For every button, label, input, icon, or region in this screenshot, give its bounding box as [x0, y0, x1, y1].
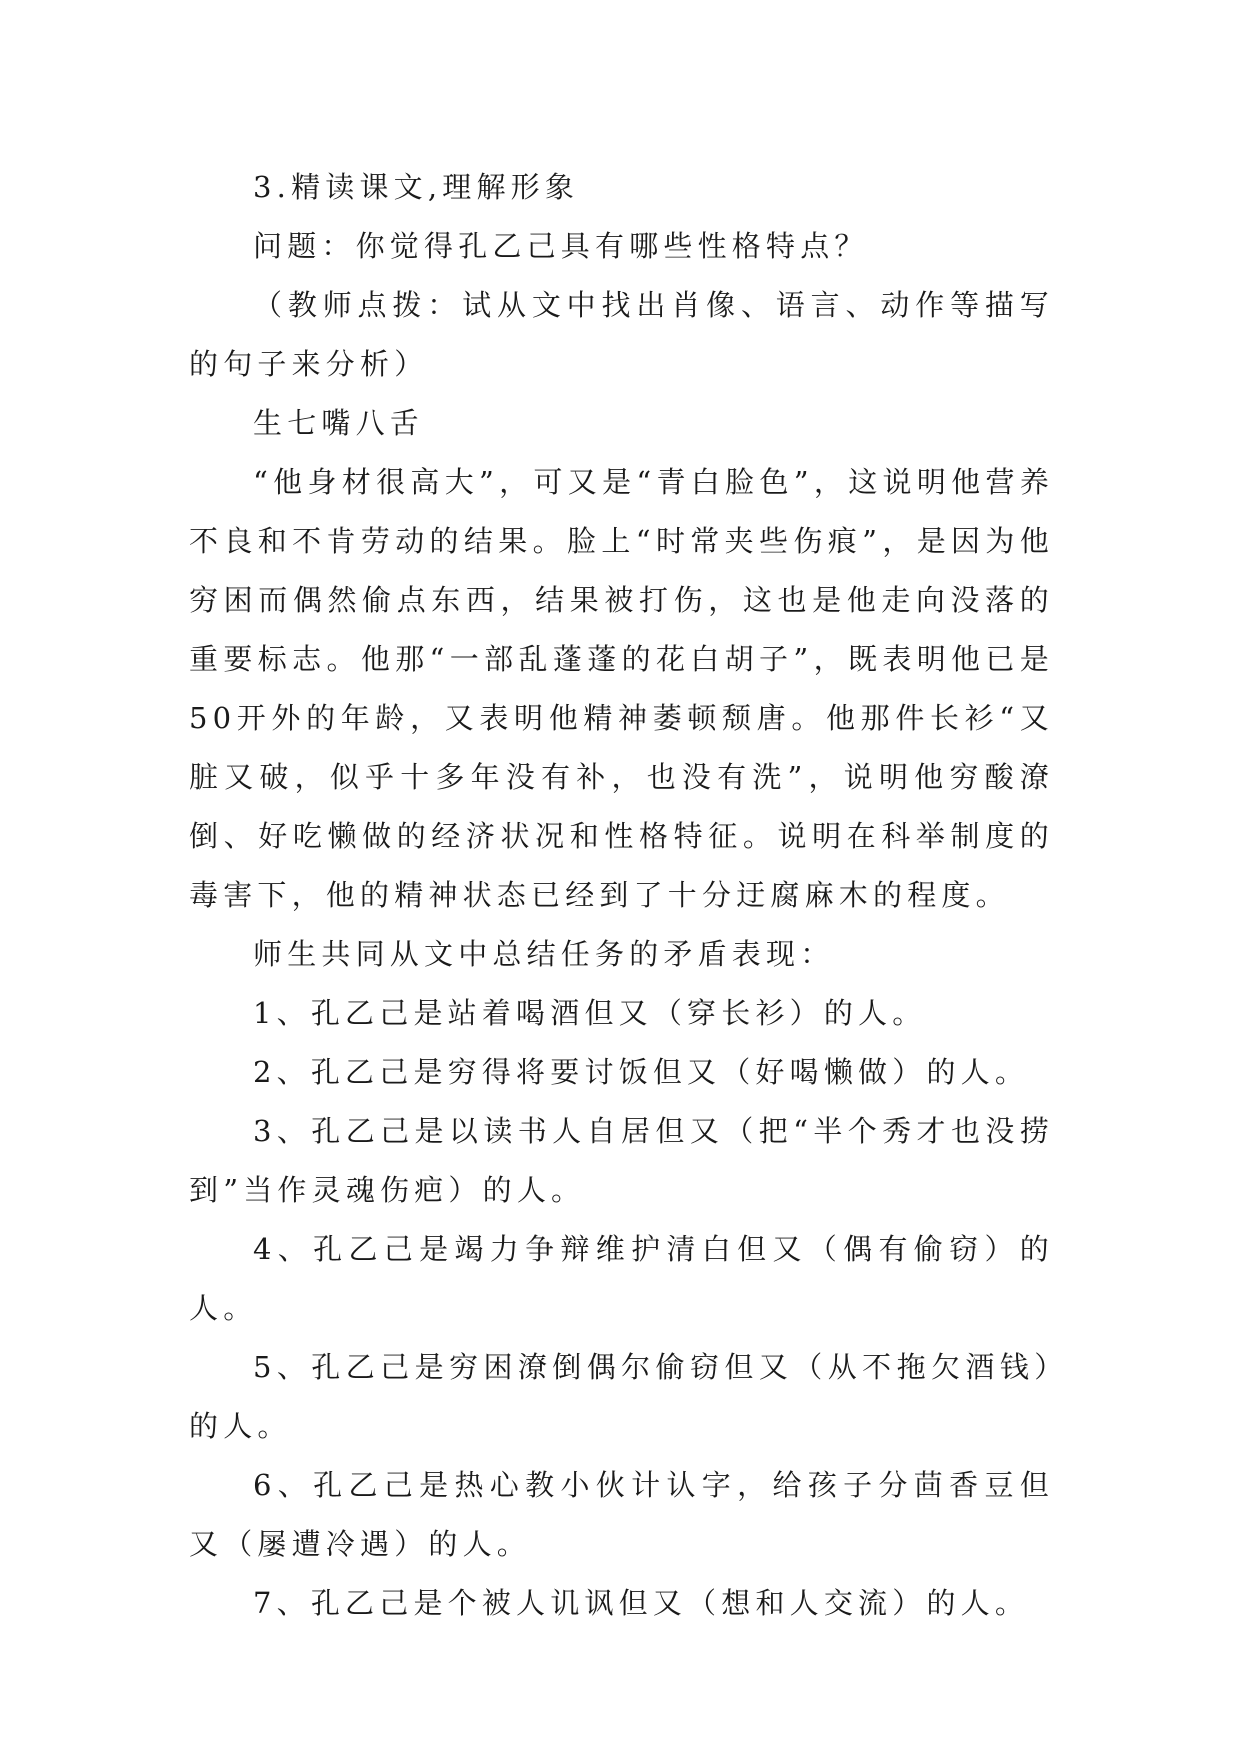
list-item: 5、孔乙己是穷困潦倒偶尔偷窃但又（从不拖欠酒钱）的人。: [189, 1350, 1054, 1443]
list-item: 2、孔乙己是穷得将要讨饭但又（好喝懒做）的人。: [253, 1055, 1030, 1089]
summary-intro-paragraph: 师生共同从文中总结任务的矛盾表现：: [253, 937, 835, 971]
list-item: 1、孔乙己是站着喝酒但又（穿长衫）的人。: [253, 996, 927, 1030]
list-item: 7、孔乙己是个被人讥讽但又（想和人交流）的人。: [253, 1586, 1030, 1620]
list-item: 6、孔乙己是热心教小伙计认字，给孩子分茴香豆但又（屡遭冷遇）的人。: [189, 1468, 1054, 1561]
question-paragraph: 问题：你觉得孔乙己具有哪些性格特点？: [253, 229, 869, 263]
student-discussion-paragraph: 生七嘴八舌: [253, 406, 425, 440]
analysis-paragraph: “他身材很高大”，可又是“青白脸色”，这说明他营养不良和不肯劳动的结果。脸上“时常夹些伤痕”，是因为他穷困而偶然偷点东西，结果被打伤，这也是他走向没落的重要标志。他那“一部乱蓬蓬的花白胡子”，既表明他已是50开外的年龄，又表明他精神萎顿颓唐。他那件长衫“又脏又破，似乎十多年没有补，也没有洗”，说明他穷酸潦倒、好吃懒做的经济状况和性格特征。说明在科举制度的毒害下，他的精神状态已经到了十分迂腐麻木的程度。: [189, 465, 1054, 912]
document-body: [189, 158, 1054, 1633]
list-item: 4、孔乙己是竭力争辩维护清白但又（偶有偷窃）的人。: [189, 1232, 1054, 1325]
teacher-hint-paragraph: （教师点拨：试从文中找出肖像、语言、动作等描写的句子来分析）: [189, 288, 1054, 381]
section-heading: 3.精读课文,理解形象: [253, 170, 580, 204]
list-item: 3、孔乙己是以读书人自居但又（把“半个秀才也没捞到”当作灵魂伤疤）的人。: [189, 1114, 1054, 1207]
